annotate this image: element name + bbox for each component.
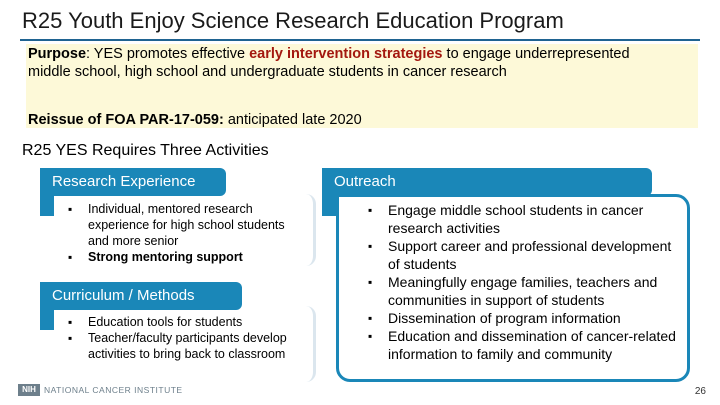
reissue-label: Reissue of FOA PAR-17-059: xyxy=(28,112,224,128)
list-item xyxy=(58,201,308,249)
nci-logo xyxy=(18,383,183,397)
bullet-text: Teacher/faculty participants develop activities to bring back to classroom xyxy=(88,331,287,361)
purpose-statement xyxy=(28,45,648,81)
list-item xyxy=(58,330,308,362)
bullet-text: Support career and professional development of students xyxy=(388,238,672,272)
page-number: 26 xyxy=(694,386,706,397)
outreach-tab xyxy=(322,168,652,196)
purpose-text-before: : YES promotes effective xyxy=(86,46,250,62)
list-item xyxy=(358,273,678,309)
bullet-text: Dissemination of program information xyxy=(388,310,621,326)
bullet-text: Education and dissemination of cancer-related information to family and community xyxy=(388,328,676,362)
purpose-text-after: to engage underrepresented middle school, high school and undergraduate students in cancer research xyxy=(28,46,630,80)
slide-title: R25 Youth Enjoy Science Research Education Program xyxy=(22,8,564,33)
purpose-label: Purpose xyxy=(28,46,87,62)
curriculum-methods-label: Curriculum / Methods xyxy=(52,287,195,304)
list-item xyxy=(58,314,308,330)
bullet-text: Individual, mentored research experience for high school students and more senior xyxy=(88,202,285,248)
title-rule xyxy=(20,39,700,41)
research-experience-label: Research Experience xyxy=(52,173,196,190)
list-item xyxy=(358,327,678,363)
curriculum-methods-tab xyxy=(40,282,242,310)
research-experience-tab xyxy=(40,168,226,196)
research-bullets xyxy=(58,201,308,265)
bullet-text: Engage middle school students in cancer research activities xyxy=(388,202,644,236)
outreach-bullets xyxy=(358,201,678,363)
list-item xyxy=(358,309,678,327)
nci-wordmark: NATIONAL CANCER INSTITUTE xyxy=(44,385,183,395)
nih-mark: NIH xyxy=(18,384,40,396)
list-item xyxy=(358,237,678,273)
bullet-text: Education tools for students xyxy=(88,315,243,329)
purpose-highlight: early intervention strategies xyxy=(249,46,443,62)
reissue-text: anticipated late 2020 xyxy=(223,112,362,128)
outreach-label: Outreach xyxy=(334,173,396,190)
outreach-tab-shadow xyxy=(322,196,336,216)
research-tab-shadow xyxy=(40,196,54,216)
reissue-statement xyxy=(28,111,362,129)
section-heading: R25 YES Requires Three Activities xyxy=(22,142,269,159)
curriculum-tab-shadow xyxy=(40,310,54,330)
bullet-text: Meaningfully engage families, teachers and communities in support of students xyxy=(388,274,658,308)
list-item xyxy=(58,249,308,265)
bullet-text: Strong mentoring support xyxy=(88,250,243,264)
list-item xyxy=(358,201,678,237)
curriculum-bullets xyxy=(58,314,308,362)
